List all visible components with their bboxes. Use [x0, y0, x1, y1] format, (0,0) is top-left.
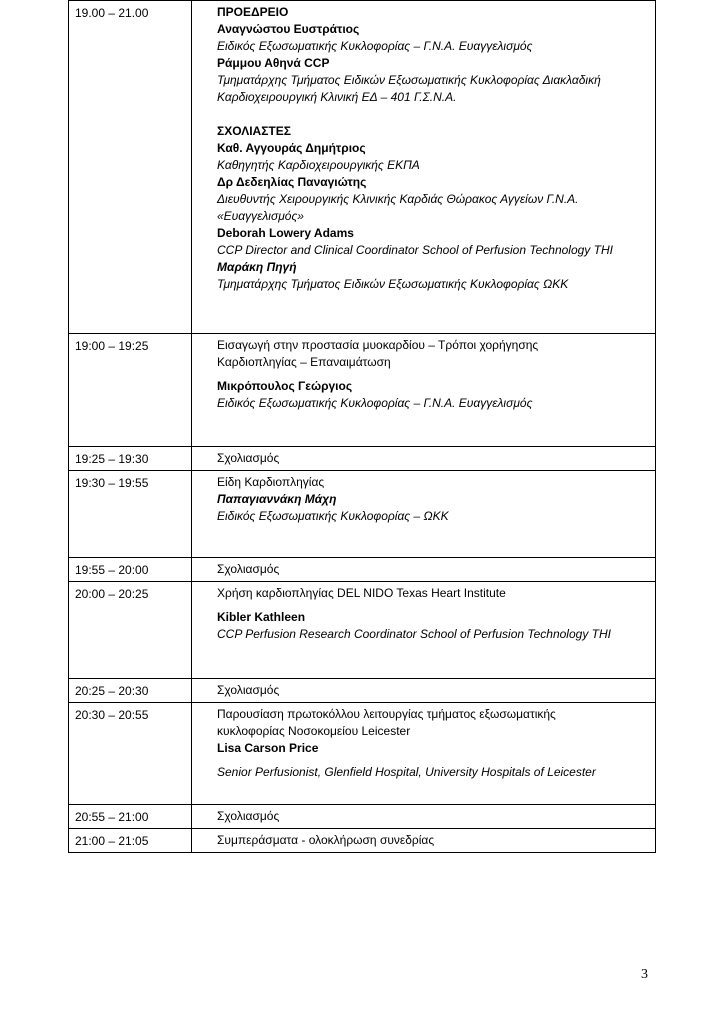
time-slot: 19.00 – 21.00: [69, 1, 192, 334]
schedule-row: [69, 447, 656, 471]
speaker-name: Καθ. Αγγουράς Δημήτριος: [217, 141, 366, 155]
speaker-name: Αναγνώστου Ευστράτιος: [217, 22, 360, 36]
speaker-affiliation: CCP Perfusion Research Coordinator School of Perfusion Technology THI: [217, 627, 611, 641]
speaker-name: Lisa Carson Price: [217, 741, 319, 755]
page-number: 3: [641, 967, 648, 982]
speaker-name: Μαράκη Πηγή: [217, 260, 297, 274]
session-content: [192, 471, 656, 558]
schedule-row: [69, 471, 656, 558]
session-title: Σχολιασμός: [217, 809, 280, 823]
session-title: Συμπεράσματα - ολοκλήρωση συνεδρίας: [217, 833, 435, 847]
speaker-affiliation: Διευθυντής Χειρουργικής Κλινικής Καρδιάς Θώρακος Αγγείων Γ.Ν.Α.: [217, 192, 579, 206]
time-slot: 20:25 – 20:30: [69, 679, 192, 703]
speaker-name: Δρ Δεδεηλίας Παναγιώτης: [217, 175, 367, 189]
time-slot: 20:00 – 20:25: [69, 582, 192, 679]
speaker-name: Deborah Lowery Adams: [217, 226, 354, 240]
session-title: Σχολιασμός: [217, 562, 280, 576]
schedule-row: [69, 805, 656, 829]
spacer: [217, 757, 651, 764]
speaker-name: Μικρόπουλος Γεώργιος: [217, 379, 353, 393]
session-content: [192, 582, 656, 679]
time-slot: 19:30 – 19:55: [69, 471, 192, 558]
speaker-affiliation: «Ευαγγελισμός»: [217, 209, 304, 223]
speaker-affiliation: Ειδικός Εξωσωματικής Κυκλοφορίας – Γ.Ν.Α. Ευαγγελισμός: [217, 396, 533, 410]
time-slot: 19:00 – 19:25: [69, 334, 192, 447]
session-content: [192, 558, 656, 582]
session-content: [192, 829, 656, 853]
speaker-affiliation: Τμηματάρχης Τμήματος Ειδικών Εξωσωματικής Κυκλοφορίας Διακλαδική: [217, 73, 601, 87]
session-title: Παρουσίαση πρωτοκόλλου λειτουργίας τμήματος εξωσωματικής: [217, 707, 556, 721]
schedule-row: [69, 582, 656, 679]
session-content: [192, 805, 656, 829]
time-slot: 20:30 – 20:55: [69, 703, 192, 805]
speaker-name: Kibler Kathleen: [217, 610, 306, 624]
speaker-name: Ράμμου Αθηνά CCP: [217, 56, 330, 70]
session-content: [192, 679, 656, 703]
time-slot: 19:55 – 20:00: [69, 558, 192, 582]
session-content: [192, 1, 656, 334]
schedule-row: [69, 703, 656, 805]
time-slot: 21:00 – 21:05: [69, 829, 192, 853]
speaker-affiliation: Ειδικός Εξωσωματικής Κυκλοφορίας – Γ.Ν.Α. Ευαγγελισμός: [217, 39, 533, 53]
session-content: [192, 703, 656, 805]
session-title: Καρδιοπληγίας – Επαναιμάτωση: [217, 355, 391, 369]
session-content: [192, 447, 656, 471]
spacer: [217, 106, 651, 123]
session-title: κυκλοφορίας Νοσοκομείου Leicester: [217, 724, 411, 738]
schedule-row: [69, 679, 656, 703]
speaker-affiliation: CCP Director and Clinical Coordinator School of Perfusion Technology THI: [217, 243, 613, 257]
schedule-table: [68, 0, 656, 853]
schedule-row: [69, 829, 656, 853]
schedule-row: [69, 1, 656, 334]
spacer: [217, 371, 651, 378]
session-title: Χρήση καρδιοπληγίας DEL NIDO Texas Heart Institute: [217, 586, 506, 600]
speaker-affiliation: Senior Perfusionist, Glenfield Hospital, University Hospitals of Leicester: [217, 765, 596, 779]
speaker-affiliation: Τμηματάρχης Τμήματος Ειδικών Εξωσωματικής Κυκλοφορίας ΩΚΚ: [217, 277, 569, 291]
schedule-row: [69, 558, 656, 582]
speaker-affiliation: Ειδικός Εξωσωματικής Κυκλοφορίας – ΩΚΚ: [217, 509, 449, 523]
speaker-name: ΣΧΟΛΙΑΣΤΕΣ: [217, 124, 291, 138]
schedule-body: [69, 1, 656, 853]
time-slot: 19:25 – 19:30: [69, 447, 192, 471]
speaker-name: Παπαγιαννάκη Μάχη: [217, 492, 337, 506]
session-title: Σχολιασμός: [217, 451, 280, 465]
session-title: Είδη Καρδιοπληγίας: [217, 475, 325, 489]
session-title: Σχολιασμός: [217, 683, 280, 697]
speaker-affiliation: Καθηγητής Καρδιοχειρουργικής ΕΚΠΑ: [217, 158, 420, 172]
speaker-name: ΠΡΟΕΔΡΕΙΟ: [217, 5, 289, 19]
speaker-affiliation: Καρδιοχειρουργική Κλινική ΕΔ – 401 Γ.Σ.Ν.Α.: [217, 90, 457, 104]
time-slot: 20:55 – 21:00: [69, 805, 192, 829]
spacer: [217, 602, 651, 609]
session-title: Εισαγωγή στην προστασία μυοκαρδίου – Τρόποι χορήγησης: [217, 338, 539, 352]
schedule-row: [69, 334, 656, 447]
session-content: [192, 334, 656, 447]
